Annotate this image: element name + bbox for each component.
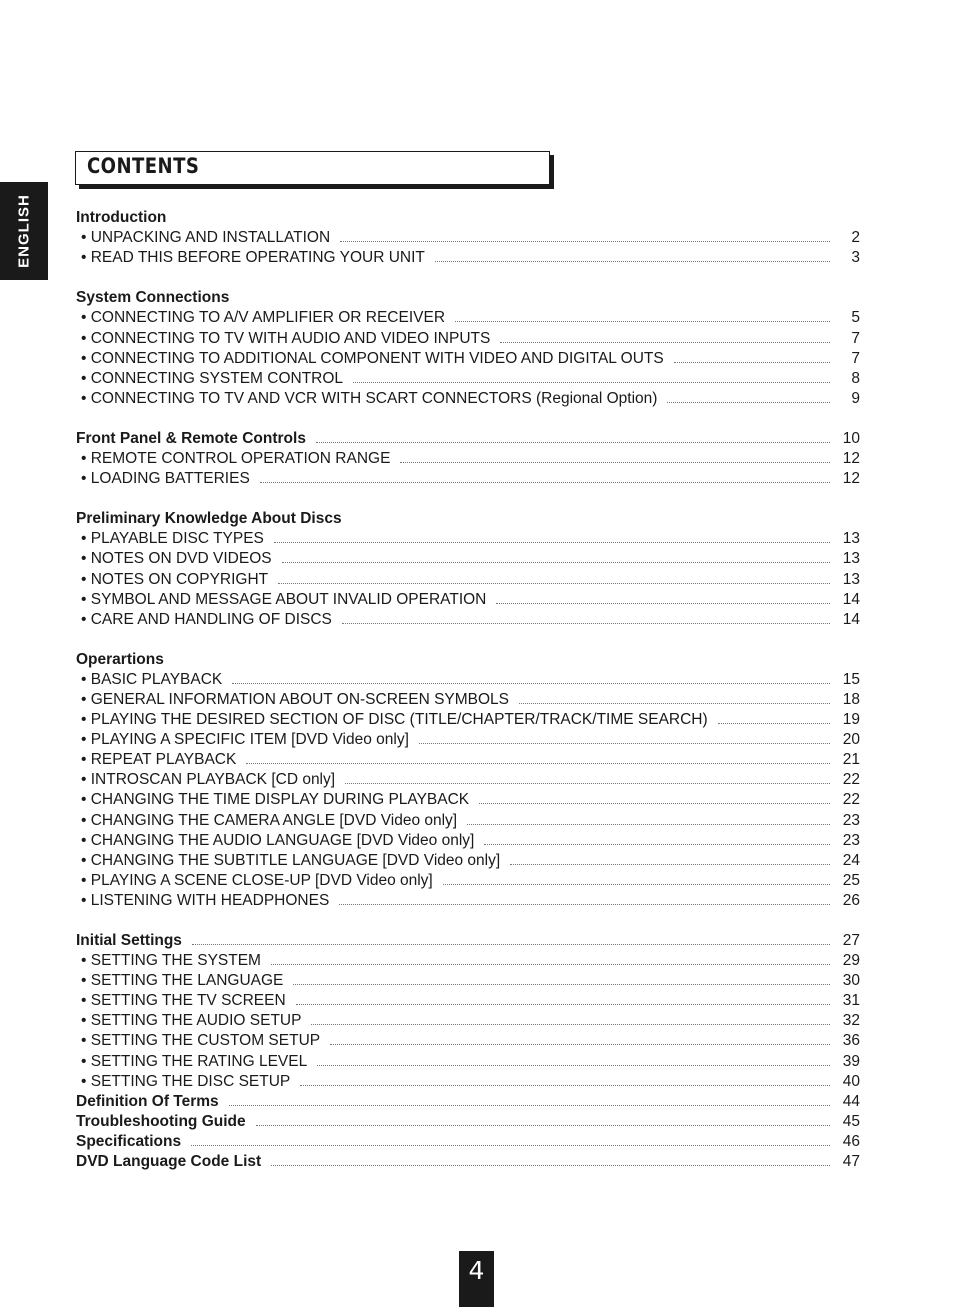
toc-heading-row[interactable]	[76, 509, 860, 529]
dot-leader	[667, 402, 830, 403]
section-heading: Preliminary Knowledge About Discs	[76, 510, 342, 528]
dot-leader	[443, 884, 830, 885]
toc-entry-row[interactable]	[76, 971, 860, 991]
page-ref: 23	[842, 811, 860, 829]
page-ref: 22	[842, 791, 860, 809]
page-ref: 20	[842, 731, 860, 749]
entry-label: • BASIC PLAYBACK	[81, 670, 223, 688]
entry-label: • CONNECTING TO A/V AMPLIFIER OR RECEIVER	[81, 309, 446, 327]
dot-leader	[317, 1065, 830, 1066]
dot-leader	[496, 603, 830, 604]
entry-label: • GENERAL INFORMATION ABOUT ON-SCREEN SYMBOLS	[81, 690, 510, 708]
dot-leader	[484, 844, 830, 845]
dot-leader	[479, 803, 830, 804]
dot-leader	[246, 763, 830, 764]
language-label: ENGLISH	[15, 194, 33, 268]
dot-leader	[342, 623, 830, 624]
toc-entry-row[interactable]	[76, 891, 860, 911]
dot-leader	[345, 783, 830, 784]
entry-label: • NOTES ON COPYRIGHT	[81, 570, 269, 588]
toc-heading-row[interactable]	[76, 288, 860, 308]
toc-entry-row[interactable]	[76, 1072, 860, 1092]
dot-leader	[311, 1024, 830, 1025]
toc-entry-row[interactable]	[76, 248, 860, 268]
dot-leader	[191, 1145, 830, 1146]
toc-entry-row[interactable]	[76, 590, 860, 610]
entry-label: • REMOTE CONTROL OPERATION RANGE	[81, 450, 391, 468]
page-ref: 2	[851, 229, 860, 247]
entry-label: • CHANGING THE AUDIO LANGUAGE [DVD Video only]	[81, 831, 475, 849]
page-ref: 23	[842, 831, 860, 849]
entry-label: • SETTING THE RATING LEVEL	[81, 1052, 308, 1070]
toc-entry-row[interactable]	[76, 469, 860, 489]
page-ref: 36	[842, 1032, 860, 1050]
dot-leader	[510, 864, 830, 865]
toc-entry-row[interactable]	[76, 710, 860, 730]
entry-label: • CHANGING THE SUBTITLE LANGUAGE [DVD Video only]	[81, 851, 501, 869]
section-heading: Specifications	[76, 1132, 182, 1150]
toc-final-entries	[76, 1092, 860, 1172]
page-ref: 14	[842, 610, 860, 628]
entry-label: • UNPACKING AND INSTALLATION	[81, 229, 331, 247]
dot-leader	[419, 743, 830, 744]
page-ref: 47	[842, 1153, 860, 1171]
dot-leader	[256, 1125, 830, 1126]
entry-label: • PLAYING A SPECIFIC ITEM [DVD Video only]	[81, 731, 409, 749]
page-ref: 19	[842, 711, 860, 729]
toc-entry-row[interactable]	[76, 449, 860, 469]
toc-heading-row[interactable]	[76, 429, 860, 449]
page-ref: 13	[842, 550, 860, 568]
toc-entry-row[interactable]	[76, 1031, 860, 1051]
page-ref: 10	[842, 429, 860, 447]
entry-label: • SETTING THE CUSTOM SETUP	[81, 1032, 321, 1050]
dot-leader	[519, 703, 830, 704]
toc-entry-row[interactable]	[76, 951, 860, 971]
toc-heading-row[interactable]	[76, 650, 860, 670]
table-of-contents	[76, 208, 860, 1172]
page-ref: 44	[842, 1092, 860, 1110]
page-ref: 30	[842, 972, 860, 990]
dot-leader	[282, 562, 830, 563]
dot-leader	[278, 583, 830, 584]
page-ref: 13	[842, 570, 860, 588]
page-ref: 5	[851, 309, 860, 327]
toc-entry-row[interactable]	[76, 770, 860, 790]
toc-entry-row[interactable]	[76, 569, 860, 589]
section-heading: Definition Of Terms	[76, 1092, 219, 1110]
section-heading: Operartions	[76, 650, 164, 668]
page-ref: 29	[842, 952, 860, 970]
entry-label: • PLAYABLE DISC TYPES	[81, 530, 264, 548]
dot-leader	[260, 482, 830, 483]
language-side-tab	[0, 182, 48, 280]
entry-label: • LISTENING WITH HEADPHONES	[81, 891, 330, 909]
entry-label: • PLAYING A SCENE CLOSE-UP [DVD Video only]	[81, 871, 433, 889]
dot-leader	[274, 542, 830, 543]
dot-leader	[435, 261, 830, 262]
toc-entry-row[interactable]	[76, 1011, 860, 1031]
entry-label: • NOTES ON DVD VIDEOS	[81, 550, 272, 568]
entry-label: • REPEAT PLAYBACK	[81, 751, 237, 769]
page-ref: 15	[842, 670, 860, 688]
toc-section	[76, 931, 860, 1092]
dot-leader	[296, 1004, 830, 1005]
section-heading: Front Panel & Remote Controls	[76, 429, 306, 447]
toc-section	[76, 509, 860, 630]
toc-entry-row[interactable]	[76, 369, 860, 389]
entry-label: • READ THIS BEFORE OPERATING YOUR UNIT	[81, 249, 425, 267]
page-ref: 7	[851, 349, 860, 367]
dot-leader	[330, 1044, 830, 1045]
page-title: CONTENTS	[87, 154, 200, 178]
dot-leader	[500, 342, 830, 343]
page-ref: 31	[842, 992, 860, 1010]
toc-entry-row[interactable]	[76, 690, 860, 710]
page-ref: 13	[842, 530, 860, 548]
page-ref: 27	[842, 932, 860, 949]
entry-label: • CONNECTING TO TV AND VCR WITH SCART CONNECTORS (Regional Option)	[81, 389, 658, 407]
toc-heading-row[interactable]	[76, 931, 860, 951]
entry-label: • CONNECTING SYSTEM CONTROL	[81, 369, 344, 387]
dot-leader	[340, 241, 830, 242]
page-ref: 7	[851, 329, 860, 347]
dot-leader	[339, 904, 830, 905]
entry-label: • CHANGING THE TIME DISPLAY DURING PLAYBACK	[81, 791, 470, 809]
section-heading: Initial Settings	[76, 932, 182, 949]
dot-leader	[674, 362, 830, 363]
page-number: 4	[459, 1251, 494, 1307]
page-ref: 24	[842, 851, 860, 869]
toc-heading-row[interactable]	[76, 1152, 860, 1172]
page-ref: 25	[842, 871, 860, 889]
toc-entry-row[interactable]	[76, 810, 860, 830]
toc-entry-row[interactable]	[76, 389, 860, 409]
toc-entry-row[interactable]	[76, 228, 860, 248]
page-ref: 8	[851, 369, 860, 387]
dot-leader	[353, 382, 830, 383]
entry-label: • SETTING THE TV SCREEN	[81, 992, 286, 1010]
toc-entry-row[interactable]	[76, 831, 860, 851]
toc-section	[76, 650, 860, 911]
page-ref: 14	[842, 590, 860, 608]
section-heading: Troubleshooting Guide	[76, 1112, 246, 1130]
toc-heading-row[interactable]	[76, 1092, 860, 1112]
entry-label: • SETTING THE AUDIO SETUP	[81, 1012, 302, 1030]
toc-heading-row[interactable]	[76, 208, 860, 228]
dot-leader	[300, 1085, 830, 1086]
dot-leader	[229, 1105, 830, 1106]
toc-heading-row[interactable]	[76, 1112, 860, 1132]
entry-label: • PLAYING THE DESIRED SECTION OF DISC (TITLE/CHAPTER/TRACK/TIME SEARCH)	[81, 711, 708, 729]
dot-leader	[293, 984, 830, 985]
toc-entry-row[interactable]	[76, 328, 860, 348]
dot-leader	[400, 462, 830, 463]
toc-heading-row[interactable]	[76, 1132, 860, 1152]
page-ref: 40	[842, 1072, 860, 1090]
toc-section	[76, 288, 860, 409]
section-heading: System Connections	[76, 289, 230, 307]
toc-entry-row[interactable]	[76, 991, 860, 1011]
page-ref: 18	[842, 690, 860, 708]
toc-entry-row[interactable]	[76, 610, 860, 630]
toc-section	[76, 429, 860, 489]
dot-leader	[271, 964, 830, 965]
toc-entry-row[interactable]	[76, 1051, 860, 1071]
dot-leader	[455, 321, 830, 322]
toc-entry-row[interactable]	[76, 750, 860, 770]
toc-section	[76, 208, 860, 268]
toc-entry-row[interactable]	[76, 670, 860, 690]
page-ref: 32	[842, 1012, 860, 1030]
page-ref: 39	[842, 1052, 860, 1070]
entry-label: • SETTING THE LANGUAGE	[81, 972, 284, 990]
toc-entry-row[interactable]	[76, 730, 860, 750]
toc-entry-row[interactable]	[76, 549, 860, 569]
page-ref: 12	[842, 470, 860, 488]
toc-entry-row[interactable]	[76, 349, 860, 369]
dot-leader	[271, 1165, 830, 1166]
toc-entry-row[interactable]	[76, 851, 860, 871]
dot-leader	[316, 442, 830, 443]
entry-label: • SETTING THE DISC SETUP	[81, 1072, 291, 1090]
entry-label: • CHANGING THE CAMERA ANGLE [DVD Video only]	[81, 811, 458, 829]
toc-entry-row[interactable]	[76, 790, 860, 810]
entry-label: • SETTING THE SYSTEM	[81, 952, 261, 970]
page-ref: 22	[842, 771, 860, 789]
page-ref: 45	[842, 1112, 860, 1130]
toc-entry-row[interactable]	[76, 529, 860, 549]
section-heading: DVD Language Code List	[76, 1153, 262, 1171]
page-ref: 12	[842, 450, 860, 468]
entry-label: • CONNECTING TO ADDITIONAL COMPONENT WITH VIDEO AND DIGITAL OUTS	[81, 349, 664, 367]
dot-leader	[718, 723, 830, 724]
page-ref: 46	[842, 1132, 860, 1150]
toc-entry-row[interactable]	[76, 871, 860, 891]
entry-label: • LOADING BATTERIES	[81, 470, 250, 488]
section-heading: Introduction	[76, 209, 167, 227]
dot-leader	[467, 824, 830, 825]
dot-leader	[232, 683, 830, 684]
entry-label: • INTROSCAN PLAYBACK [CD only]	[81, 771, 336, 789]
entry-label: • CONNECTING TO TV WITH AUDIO AND VIDEO INPUTS	[81, 329, 491, 347]
dot-leader	[192, 944, 830, 945]
page-ref: 3	[851, 249, 860, 267]
entry-label: • SYMBOL AND MESSAGE ABOUT INVALID OPERATION	[81, 590, 487, 608]
page-ref: 21	[842, 751, 860, 769]
page-ref: 26	[842, 891, 860, 909]
toc-entry-row[interactable]	[76, 308, 860, 328]
page-ref: 9	[851, 389, 860, 407]
contents-title-box	[75, 151, 550, 185]
entry-label: • CARE AND HANDLING OF DISCS	[81, 610, 332, 628]
